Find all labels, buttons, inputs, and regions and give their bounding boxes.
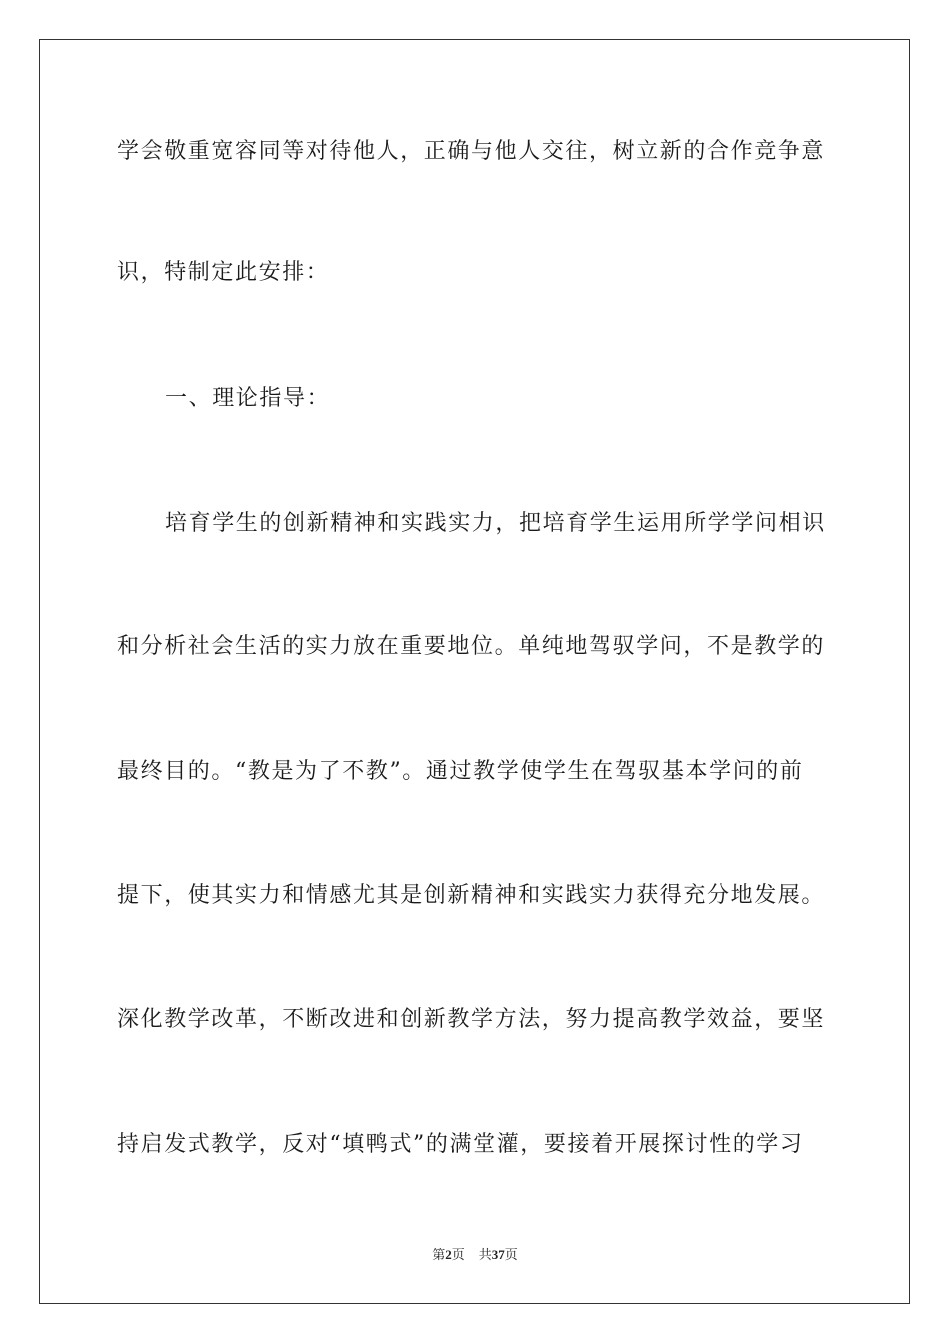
- text-line-5: 和分析社会生活的实力放在重要地位。单纯地驾驭学问，不是教学的: [117, 634, 826, 659]
- section-heading: 一、理论指导：: [165, 386, 331, 411]
- text-line-2: 识，特制定此安排：: [117, 260, 330, 285]
- text-line-4: 培育学生的创新精神和实践实力，把培育学生运用所学学问相识: [165, 511, 826, 536]
- text-line-7: 提下，使其实力和情感尤其是创新精神和实践实力获得充分地发展。: [117, 883, 826, 908]
- page-number: 2: [445, 1247, 452, 1262]
- text-line-8: 深化教学改革，不断改进和创新教学方法，努力提高教学效益，要坚: [117, 1007, 826, 1032]
- total-suffix: 页: [504, 1248, 518, 1263]
- text-line-9: 持启发式教学，反对“填鸭式”的满堂灌，要接着开展探讨性的学习: [117, 1132, 804, 1157]
- total-prefix: 共: [478, 1248, 492, 1263]
- page-prefix: 第: [432, 1248, 446, 1263]
- page-footer: [0, 1246, 950, 1265]
- page-border: [39, 39, 910, 1304]
- text-line-6: 最终目的。“教是为了不教”。通过教学使学生在驾驭基本学问的前: [117, 759, 804, 784]
- total-pages: 37: [491, 1247, 505, 1262]
- text-line-1: 学会敬重宽容同等对待他人，正确与他人交往，树立新的合作竞争意: [117, 139, 826, 164]
- page-suffix: 页: [451, 1248, 465, 1263]
